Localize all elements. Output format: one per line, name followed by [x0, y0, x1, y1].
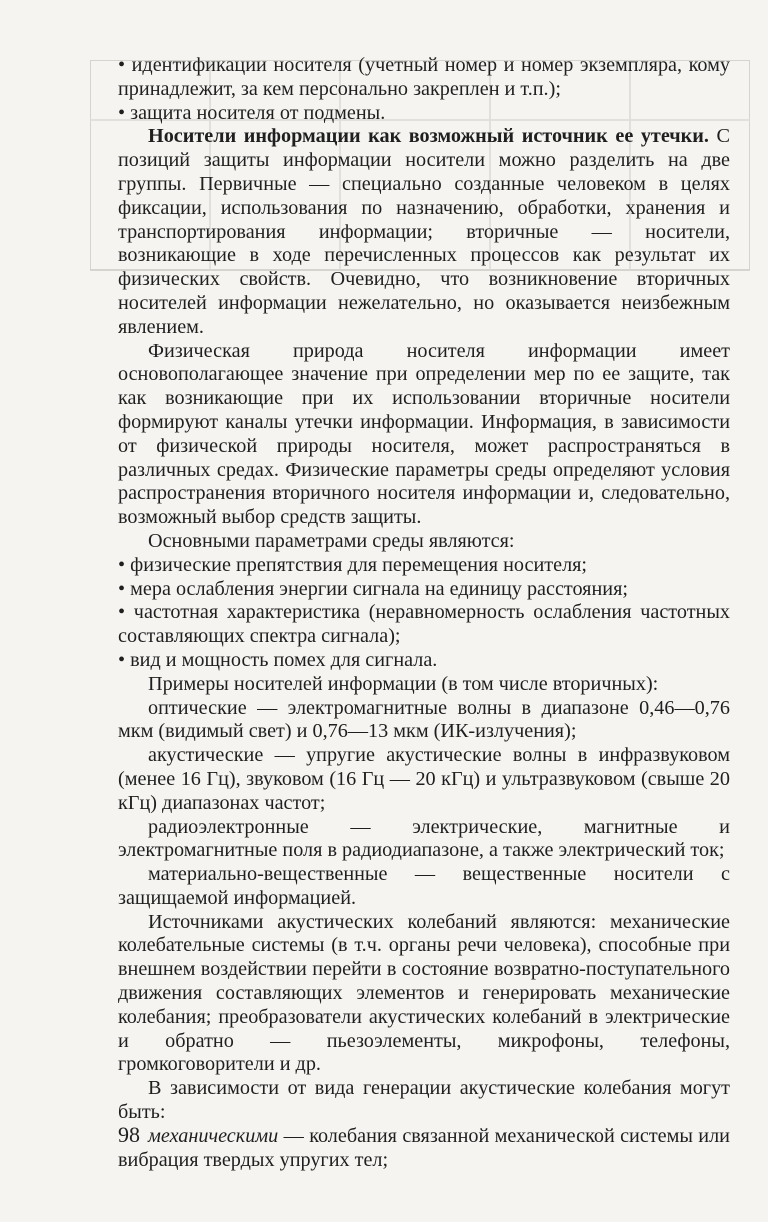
italic-term: механическими	[148, 1124, 279, 1147]
bullet-paragraph: • частотная характеристика (неравномерность ослабления частотных составляющих спектра сигнала);	[118, 601, 730, 649]
bullet-paragraph: • физические препятствия для перемещения носителя;	[118, 554, 730, 578]
body-text	[118, 54, 730, 1172]
bullet-paragraph: • защита носителя от подмены.	[118, 102, 730, 126]
bullet-paragraph: • идентификации носителя (учетный номер и номер экземпляра, кому принадлежит, за кем персонально закреплен и т.п.);	[118, 54, 730, 102]
bullet-paragraph: • вид и мощность помех для сигнала.	[118, 649, 730, 673]
paragraph: радиоэлектронные — электрические, магнитные и электромагнитные поля в радиодиапазоне, а также электрический ток;	[118, 815, 730, 862]
italic-lead-paragraph	[118, 1125, 730, 1173]
paragraph-text: — колебания связанной механической системы или вибрация твердых упругих тел;	[118, 1124, 730, 1171]
paragraph: материально-вещественные — вещественные носители с защищаемой информацией.	[118, 863, 730, 909]
paragraph: оптические — электромагнитные волны в диапазоне 0,46—0,76 мкм (видимый свет) и 0,76—13 мкм (ИК-излучения);	[118, 696, 730, 743]
page-number: 98	[118, 1122, 140, 1147]
paragraph: Примеры носителей информации (в том числе вторичных):	[148, 672, 659, 695]
paragraph: Физическая природа носителя информации имеет основополагающее значение при определении мер по ее защите, так как возникающие при их использовании вторичные носители формируют каналы утечки информации. Информация, в зависимости от физической природы носителя, может распространяться в различных средах. Физические параметры среды определяют условия распространения вторичного носителя информации и, следовательно, возможный выбор средств защиты.	[118, 339, 730, 529]
paragraph-text: С позиций защиты информации носители можно разделить на две группы. Первичные — специально созданные человеком в целях фиксации, использования по назначению, обработки, хранения и транспортирования информации; вторичные — носители, возникающие в ходе перечисленных процессов как результат их физических свойств. Очевидно, что возникновение вторичных носителей информации нежелательно, но оказывается неизбежным явлением.	[118, 125, 730, 338]
bullet-paragraph: • мера ослабления энергии сигнала на единицу расстояния;	[118, 578, 730, 602]
paragraph: акустические — упругие акустические волны в инфразвуковом (менее 16 Гц), звуковом (16 Гц — 20 кГц) и ультразвуковом (свыше 20 кГц) диапазонах частот;	[118, 744, 730, 814]
section-paragraph	[118, 125, 730, 339]
paragraph: Основными параметрами среды являются:	[148, 529, 515, 552]
paragraph: В зависимости от вида генерации акустические колебания могут быть:	[118, 1077, 730, 1124]
paragraph: Источниками акустических колебаний являются: механические колебательные системы (в т.ч. органы речи человека), способные при внешнем воздействии перейти в состояние возвратно-поступательного движения составляющих элементов и генерировать механические колебания; преобразователи акустических колебаний в электрические и обратно — пьезоэлементы, микрофоны, телефоны, громкоговорители и др.	[118, 910, 730, 1076]
section-heading: Носители информации как возможный источник ее утечки.	[148, 125, 709, 148]
